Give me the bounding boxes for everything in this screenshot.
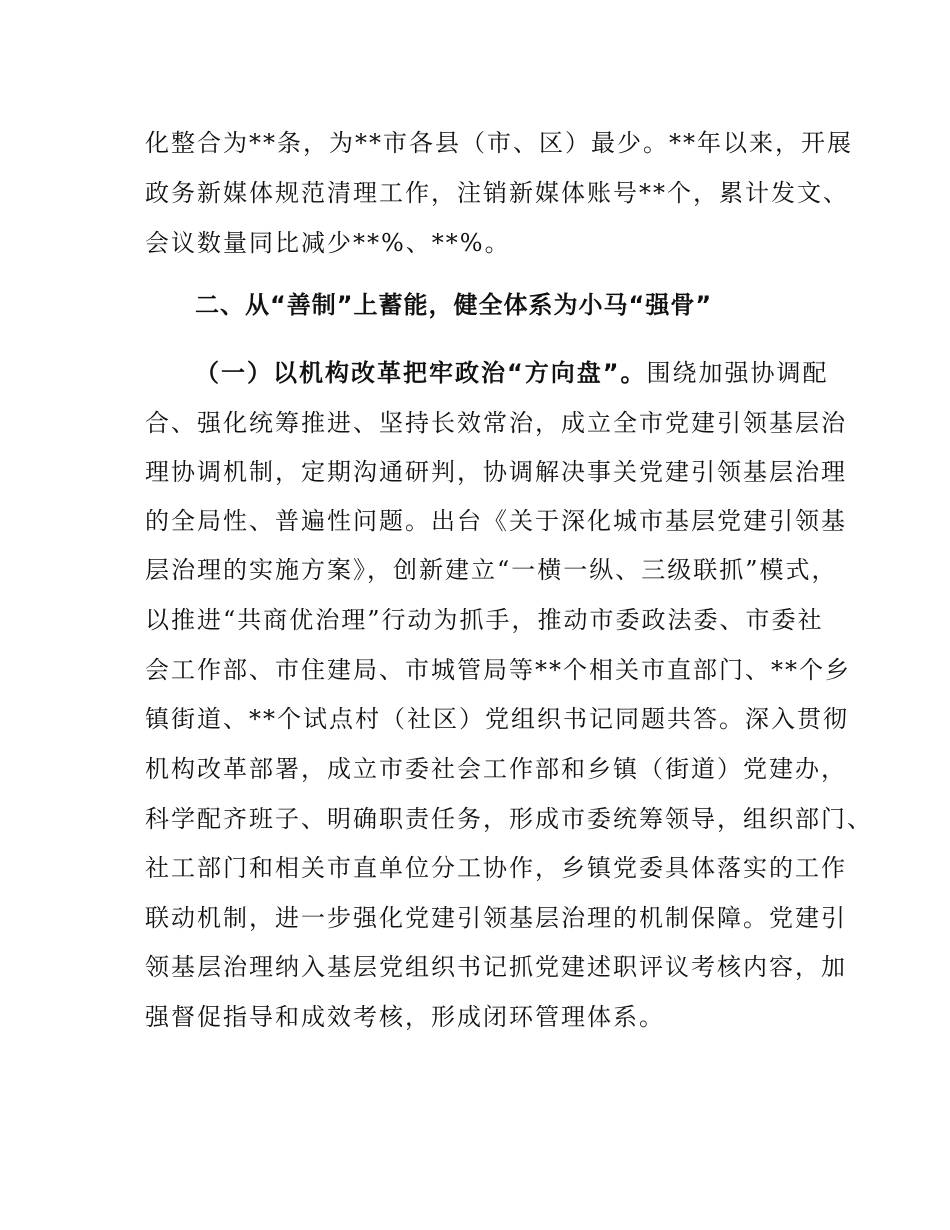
paragraph-line: 社工部门和相关市直单位分工协作，乡镇党委具体落实的工作 — [145, 854, 847, 882]
paragraph-line: 镇街道、**个试点村（社区）党组织书记同题共答。深入贯彻 — [145, 705, 849, 733]
paragraph-line: 强督促指导和成效考核，形成闭环管理体系。 — [145, 1003, 665, 1031]
paragraph-line: 领基层治理纳入基层党组织书记抓党建述职评议考核内容，加 — [145, 953, 847, 981]
paragraph-line: 政务新媒体规范清理工作，注销新媒体账号**个，累计发文、 — [145, 179, 849, 207]
paragraph-line: 科学配齐班子、明确职责任务，形成市委统筹领导，组织部门、 — [145, 805, 873, 833]
paragraph-line: 以推进“共商优治理”行动为抓手，推动市委政法委、市委社 — [145, 606, 824, 634]
paragraph-line: 会议数量同比减少**%、**%。 — [145, 229, 511, 257]
paragraph-line: 合、强化统筹推进、坚持长效常治，成立全市党建引领基层治 — [145, 409, 847, 437]
paragraph-line: 化整合为**条，为**市各县（市、区）最少。**年以来，开展 — [145, 129, 853, 157]
paragraph-first-line — [195, 358, 829, 388]
paragraph-line-rest: 围绕加强协调配 — [646, 359, 829, 387]
paragraph-line: 会工作部、市住建局、市城管局等**个相关市直部门、**个乡 — [145, 656, 851, 684]
paragraph-line: 理协调机制，定期沟通研判，协调解决事关党建引领基层治理 — [145, 458, 847, 486]
paragraph-line: 联动机制，进一步强化党建引领基层治理的机制保障。党建引 — [145, 904, 847, 932]
paragraph-line: 的全局性、普遍性问题。出台《关于深化城市基层党建引领基 — [145, 507, 847, 535]
paragraph-line: 层治理的实施方案》，创新建立“一横一纵、三级联抓”模式， — [145, 556, 838, 584]
paragraph-line: 机构改革部署，成立市委社会工作部和乡镇（街道）党建办， — [145, 755, 847, 783]
section-heading: 二、从“善制”上蓄能，健全体系为小马“强骨” — [195, 291, 713, 319]
subsection-title: （一）以机构改革把牢政治“方向盘”。 — [195, 359, 647, 387]
